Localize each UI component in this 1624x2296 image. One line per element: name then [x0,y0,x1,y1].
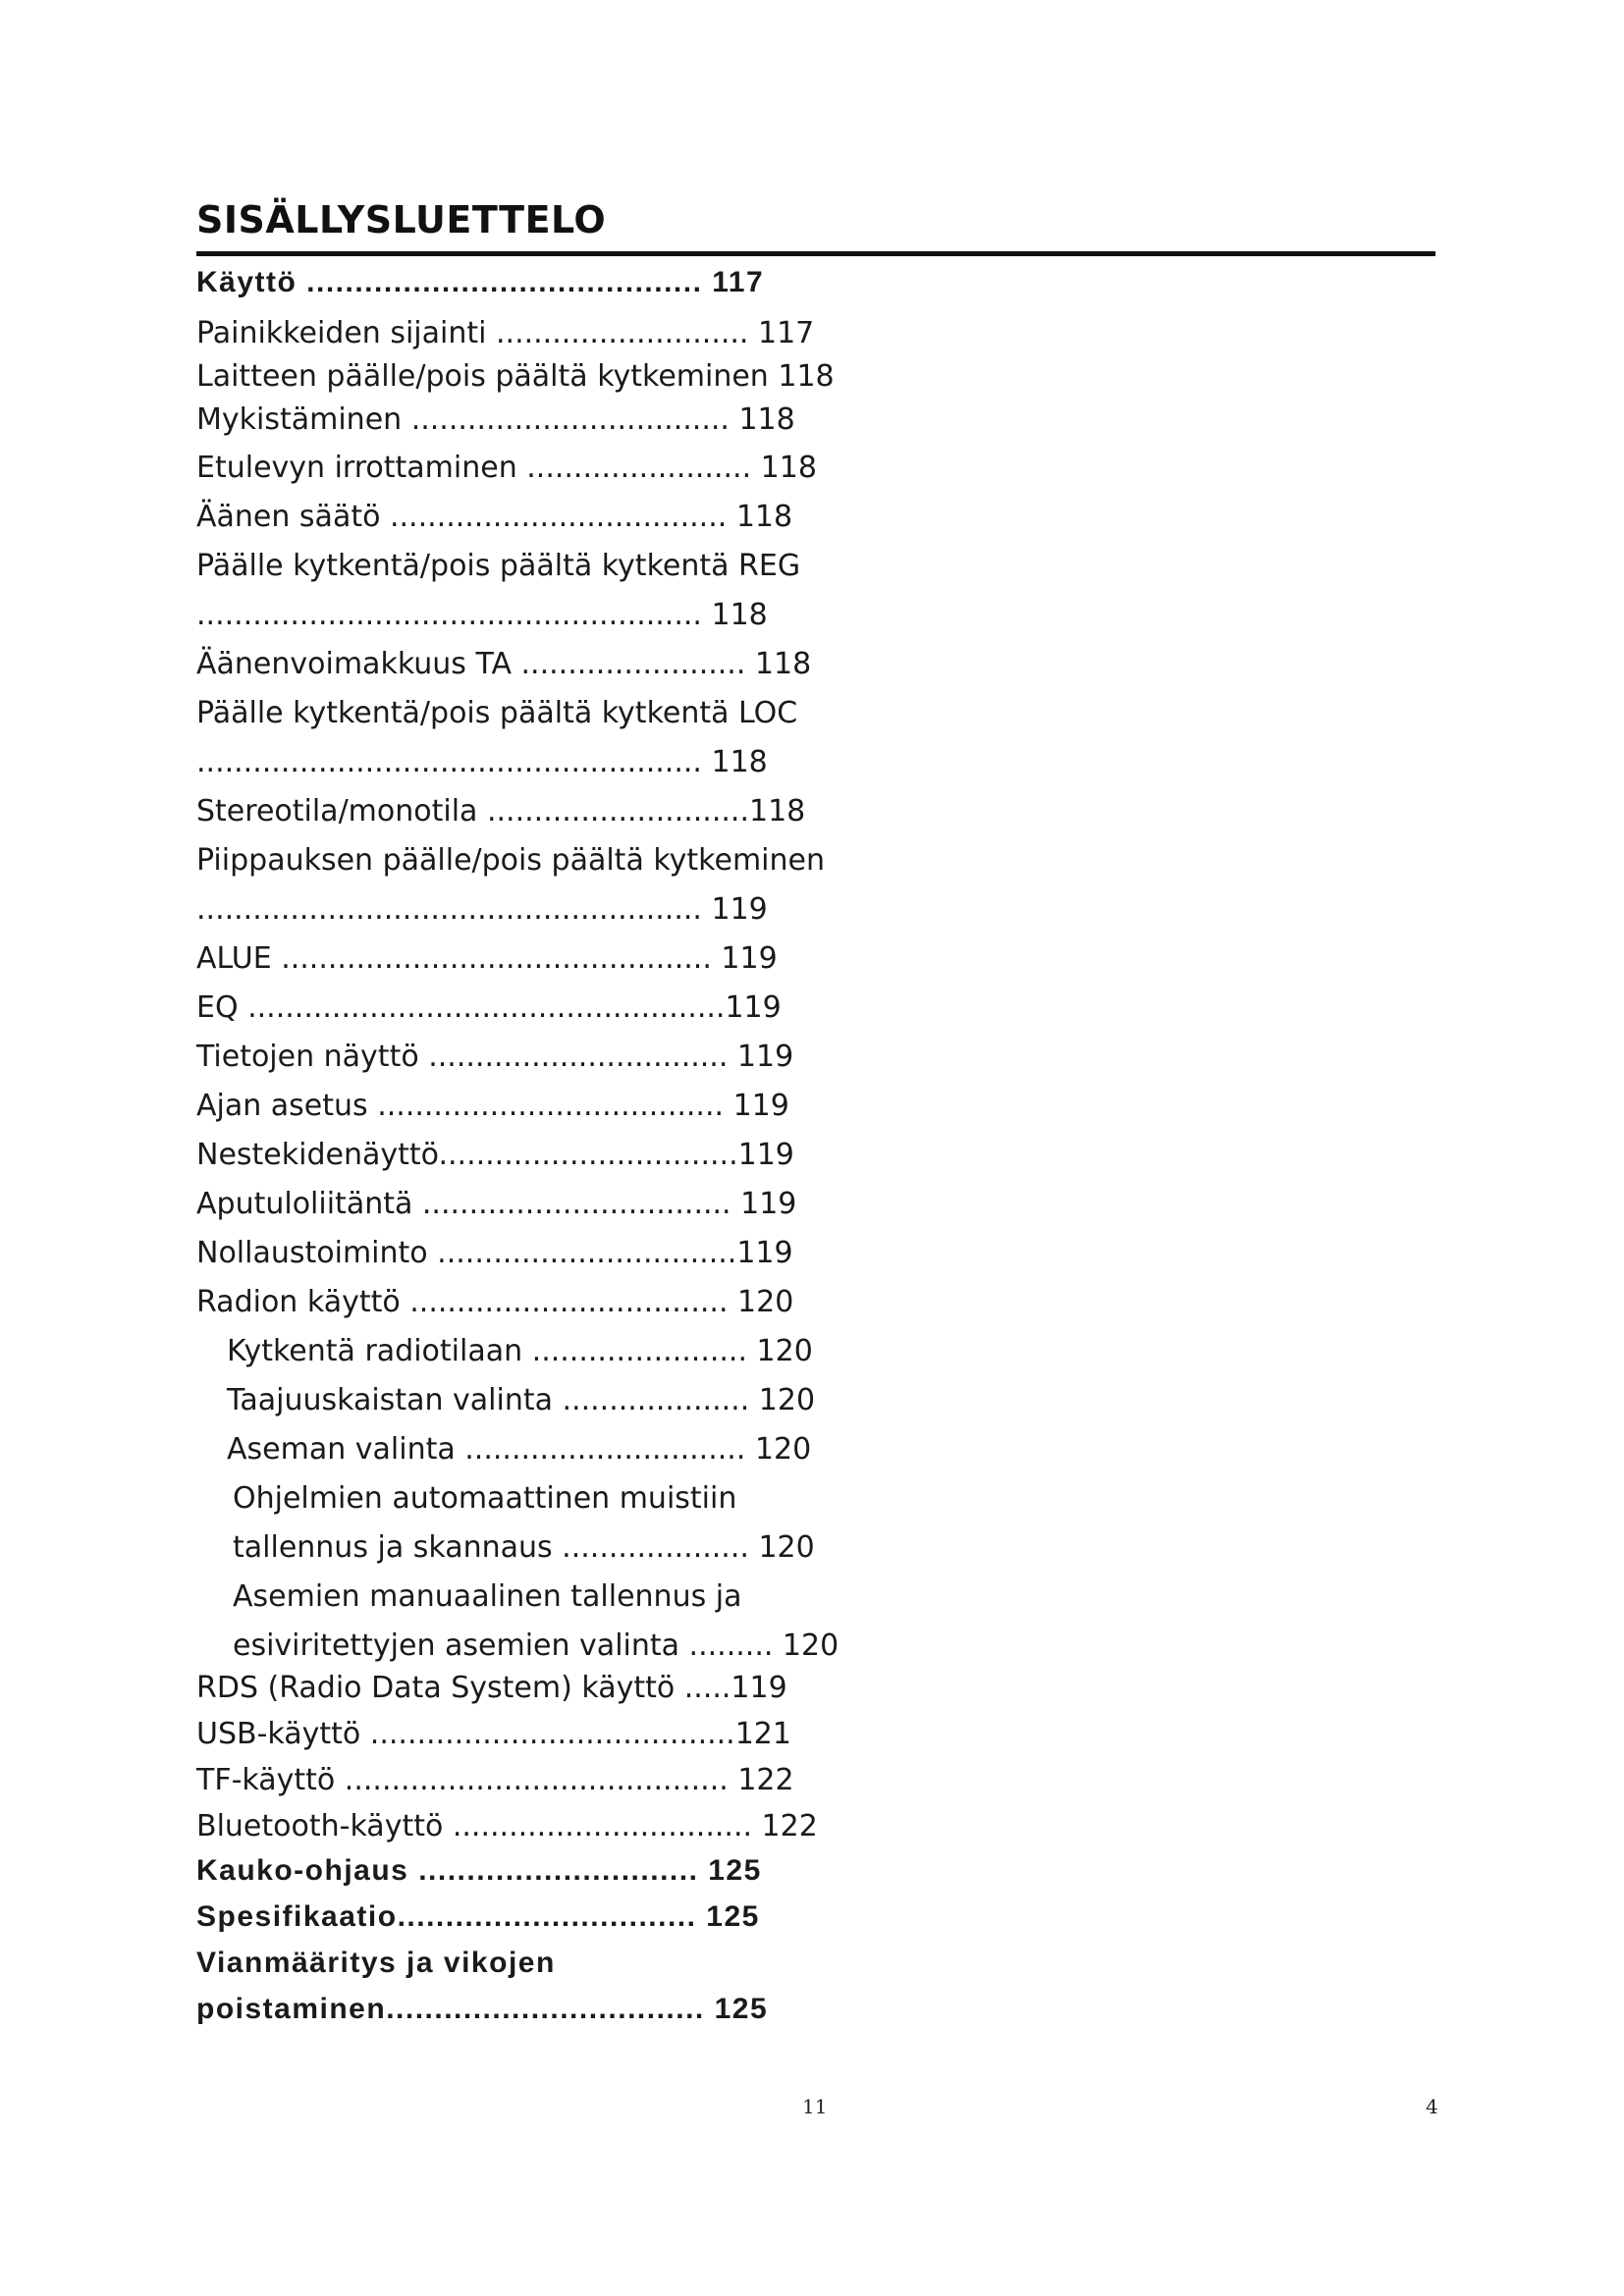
toc-subitem: esiviritettyjen asemien valinta ......... 120 [233,1629,839,1663]
toc-item: USB-käyttö .......................................121 [196,1717,791,1751]
title-rule [196,251,1435,256]
toc-section-vianmaaritys: Vianmääritys ja vikojen [196,1947,556,1979]
toc-subitem: Ohjelmien automaattinen muistiin [233,1481,737,1516]
toc-item: Radion käyttö .................................. 120 [196,1285,794,1319]
toc-item: Etulevyn irrottaminen ........................ 118 [196,451,817,485]
toc-item: Tietojen näyttö ................................ 119 [196,1040,794,1074]
toc-item: TF-käyttö ......................................... 122 [196,1763,794,1797]
toc-section-kauko-ohjaus: Kauko-ohjaus ............................. 125 [196,1854,762,1887]
toc-item: ...................................................... 118 [196,598,768,632]
page-title: SISÄLLYSLUETTELO [196,198,607,241]
toc-section-vianmaaritys-cont: poistaminen................................. 125 [196,1993,769,2025]
page-number-right: 4 [1426,2095,1438,2118]
toc-item: Äänen säätö .................................... 118 [196,500,793,534]
toc-item: Mykistäminen .................................. 118 [196,402,795,437]
toc-item: ...................................................... 118 [196,745,768,779]
toc-item: ...................................................... 119 [196,892,768,927]
toc-subitem: Taajuuskaistan valinta .................... 120 [227,1383,816,1417]
toc-item: RDS (Radio Data System) käyttö .....119 [196,1671,787,1705]
toc-item: ALUE .............................................. 119 [196,941,778,976]
toc-item: Aputuloliitäntä ................................. 119 [196,1187,797,1221]
toc-item: Laitteen päälle/pois päältä kytkeminen 118 [196,359,835,394]
toc-subitem: tallennus ja skannaus .................... 120 [233,1530,815,1565]
toc-item: Päälle kytkentä/pois päältä kytkentä LOC [196,696,798,730]
toc-item: Ajan asetus ..................................... 119 [196,1089,789,1123]
toc-item: Äänenvoimakkuus TA ........................ 118 [196,647,812,681]
toc-item: Stereotila/monotila ............................118 [196,794,806,828]
toc-item: Painikkeiden sijainti ........................... 117 [196,316,815,350]
toc-item: Nestekidenäyttö................................119 [196,1138,794,1172]
toc-item: EQ ...................................................119 [196,990,782,1025]
toc-item: Piippauksen päälle/pois päältä kytkeminen [196,843,825,878]
toc-subitem: Kytkentä radiotilaan ....................... 120 [227,1334,813,1368]
toc-item: Päälle kytkentä/pois päältä kytkentä REG [196,549,801,583]
toc-subitem: Aseman valinta .............................. 120 [227,1432,812,1467]
toc-section-spesifikaatio: Spesifikaatio............................... 125 [196,1900,760,1933]
toc-item: Bluetooth-käyttö ................................ 122 [196,1809,818,1843]
toc-subitem: Asemien manuaalinen tallennus ja [233,1579,742,1614]
toc-section-kaytto: Käyttö ......................................... 117 [196,266,765,298]
page-number-center: 11 [802,2095,828,2118]
toc-item: Nollaustoiminto ................................119 [196,1236,793,1270]
